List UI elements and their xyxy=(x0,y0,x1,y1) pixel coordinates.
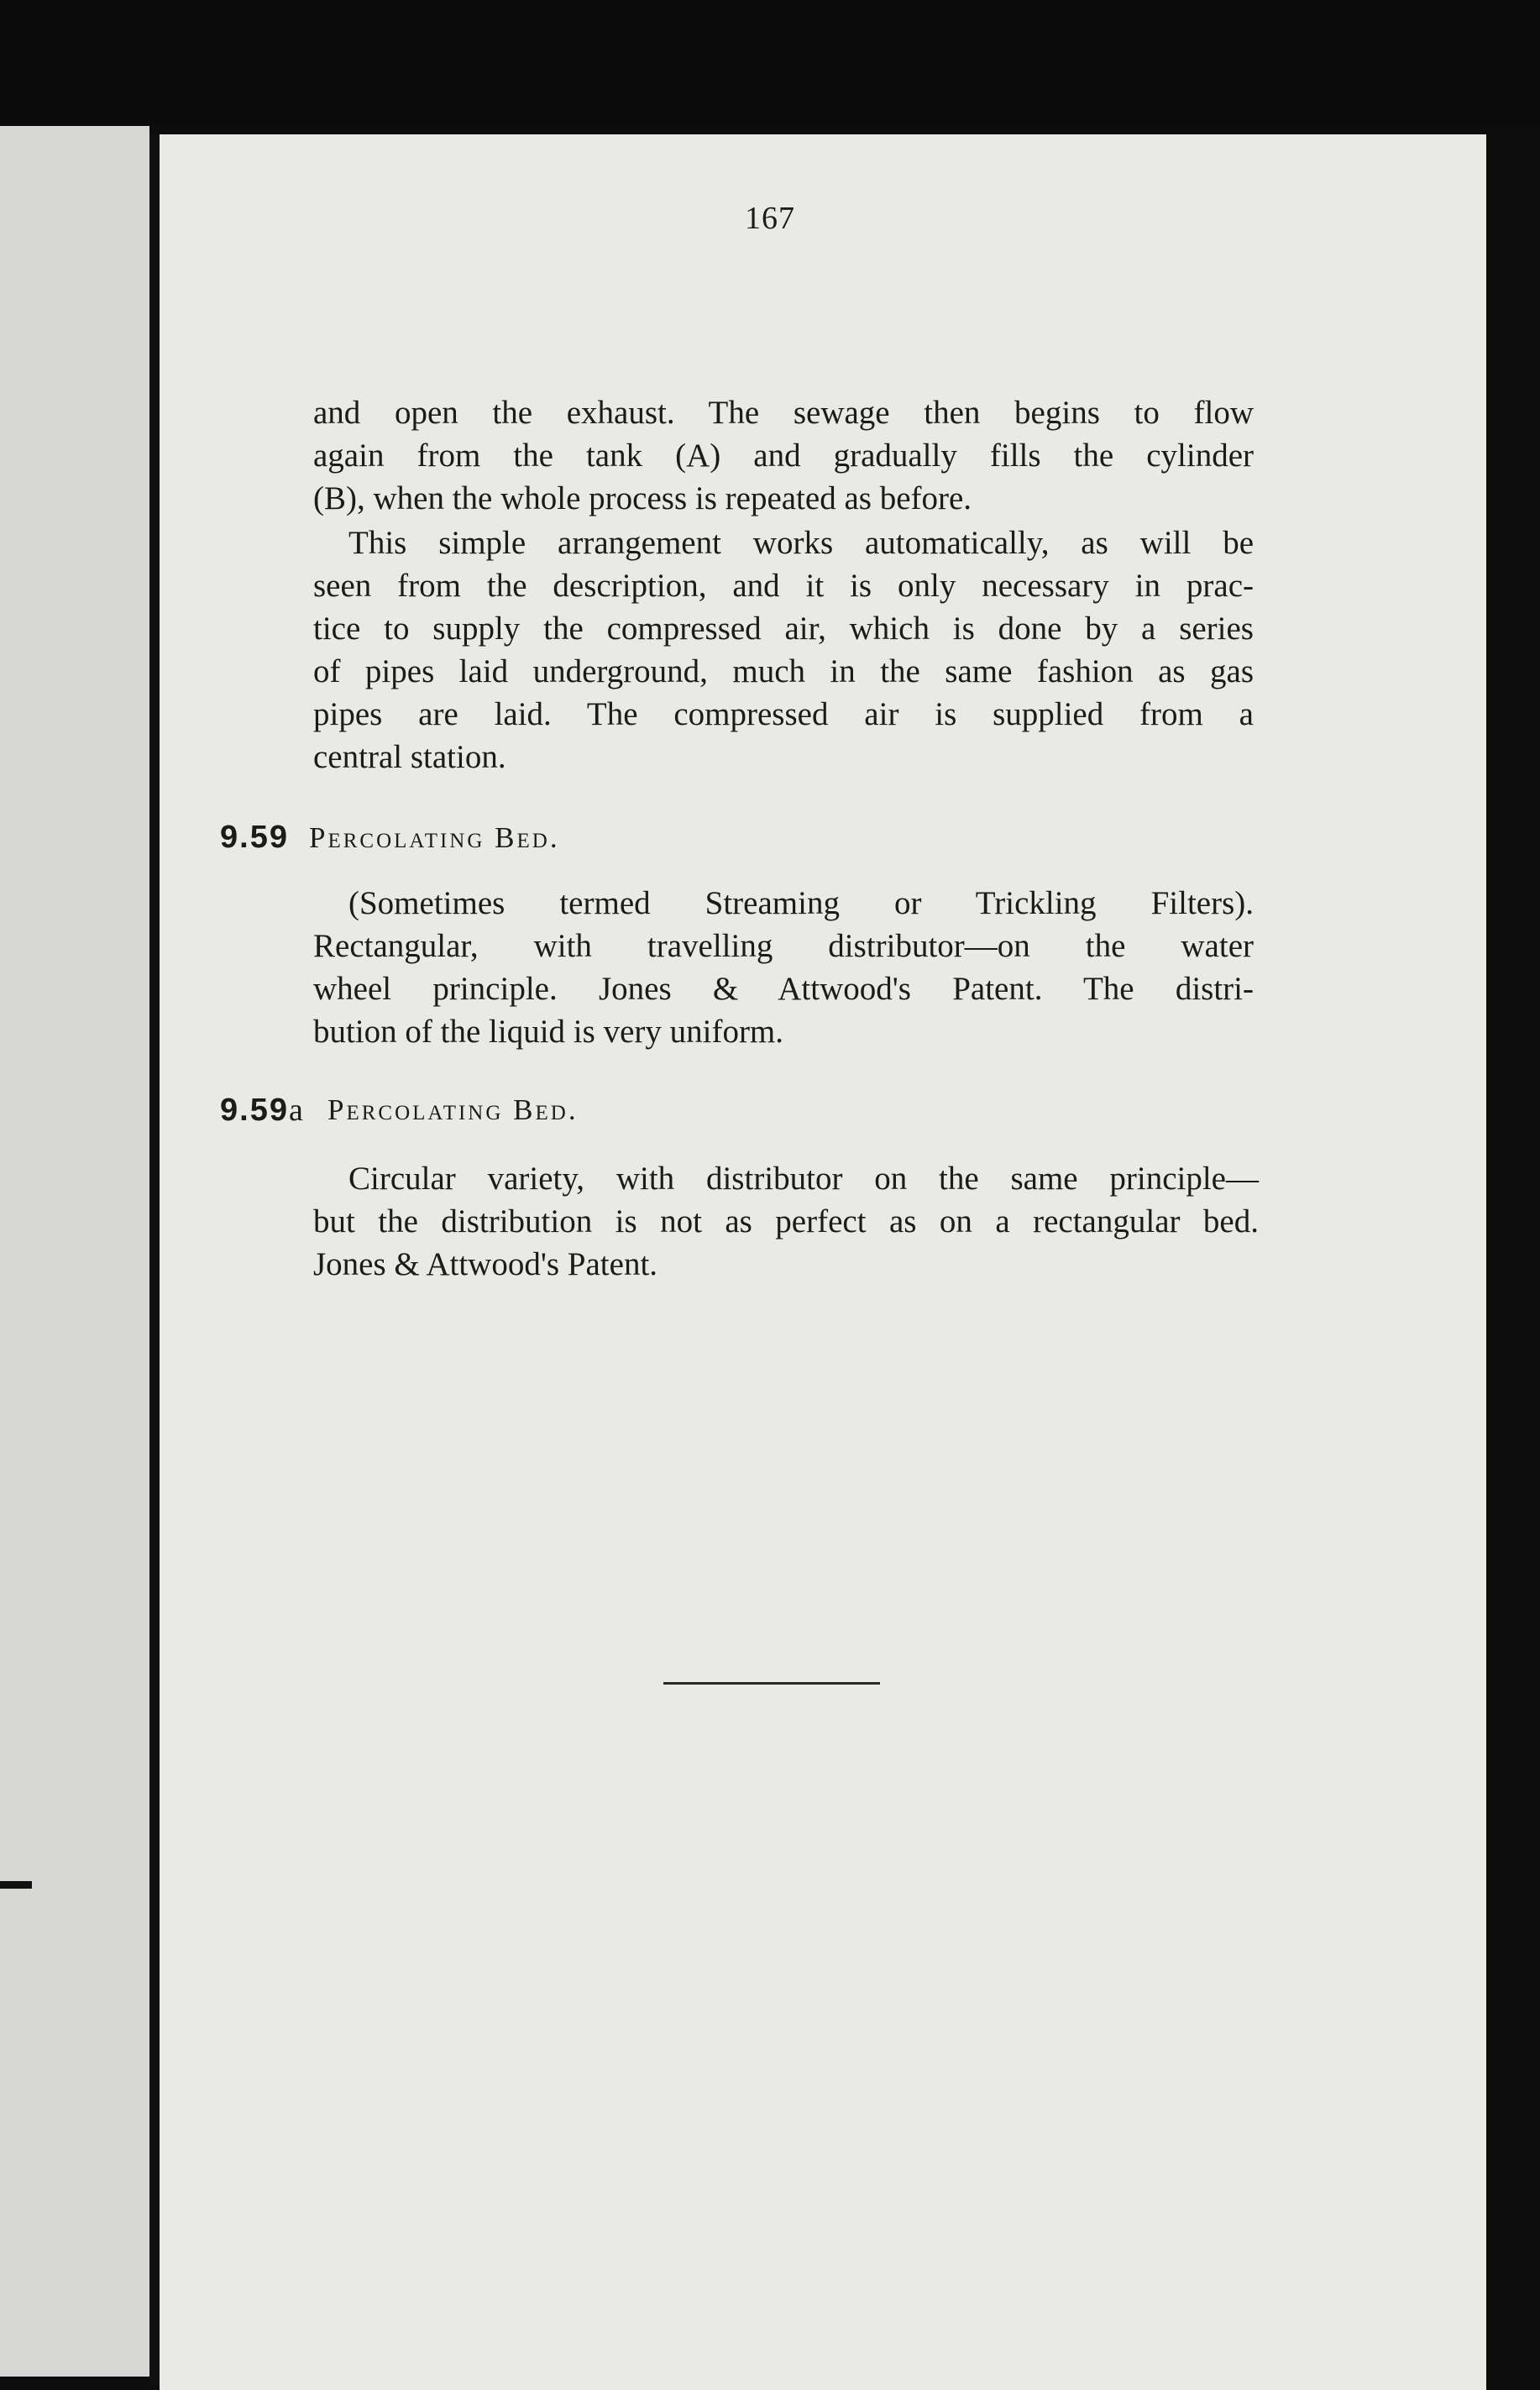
text-line: seen from the description, and it is only necessary in prac- xyxy=(313,568,1254,604)
text-line: bution of the liquid is very uniform. xyxy=(313,1014,784,1050)
text-line: (B), when the whole process is repeated as before. xyxy=(313,480,972,516)
text-line: tice to supply the compressed air, which is done by a series xyxy=(313,611,1254,647)
text-line: This simple arrangement works automatically, as will be xyxy=(348,525,1254,561)
section-number-9-59: 9.59 xyxy=(220,820,289,855)
paragraph-rectangular-bed xyxy=(313,882,1254,1053)
text-line: but the distribution is not as perfect as on a rectangular bed. xyxy=(313,1203,1259,1240)
end-rule xyxy=(663,1682,880,1685)
scan-border-top xyxy=(0,0,1540,126)
paragraph-continued xyxy=(313,391,1254,520)
section-title-percolating-bed-circular: Percolating Bed. xyxy=(327,1093,579,1126)
text-line: and open the exhaust. The sewage then begins to flow xyxy=(313,395,1254,431)
text-line: Jones & Attwood's Patent. xyxy=(313,1246,658,1282)
facing-page-edge xyxy=(0,126,149,2377)
paragraph-automatic-arrangement xyxy=(313,522,1254,778)
text-line: of pipes laid underground, much in the same fashion as gas xyxy=(313,653,1254,689)
section-number-main: 9.59 xyxy=(220,1093,289,1128)
facing-page-mark xyxy=(0,1881,32,1889)
text-line: pipes are laid. The compressed air is supplied from a xyxy=(313,696,1254,732)
text-line: (Sometimes termed Streaming or Trickling Filters). xyxy=(348,885,1254,921)
section-number-9-59a xyxy=(220,1092,303,1129)
text-line: Circular variety, with distributor on the same principle— xyxy=(348,1161,1259,1197)
paragraph-circular-bed xyxy=(313,1157,1259,1286)
page-gutter xyxy=(149,134,160,2385)
section-title-percolating-bed: Percolating Bed. xyxy=(309,821,560,854)
section-number-suffix: a xyxy=(288,1093,303,1128)
text-line: central station. xyxy=(313,739,506,775)
text-line: Rectangular, with travelling distributor—on the water xyxy=(313,928,1254,964)
scan-border-right xyxy=(1486,143,1540,2390)
text-line: again from the tank (A) and gradually fills the cylinder xyxy=(313,438,1254,474)
page-number: 167 xyxy=(745,201,795,236)
text-line: wheel principle. Jones & Attwood's Patent. The distri- xyxy=(313,971,1254,1007)
